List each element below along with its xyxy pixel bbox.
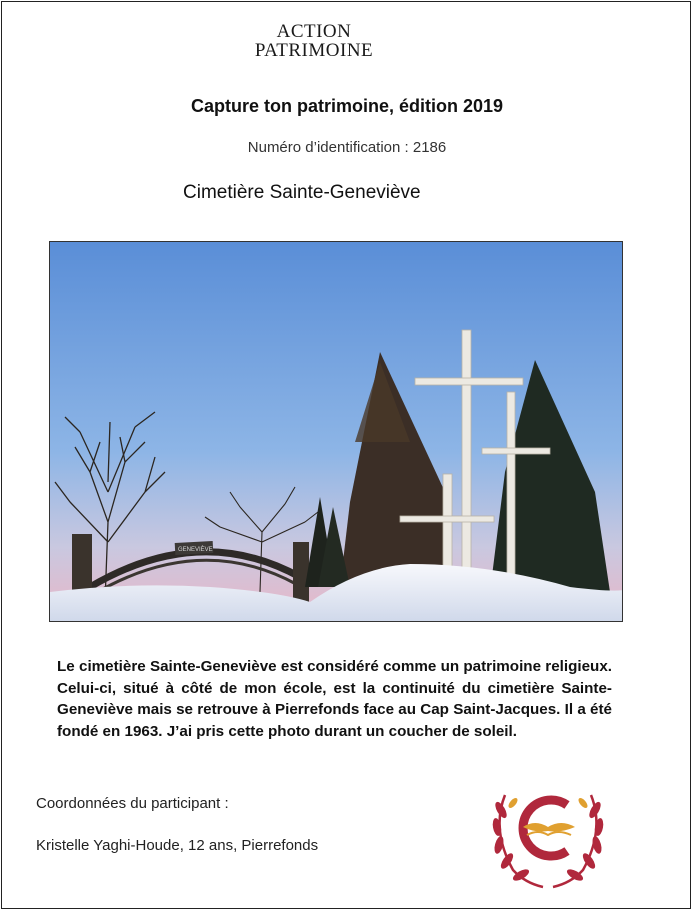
action-patrimoine-logo [244, 22, 384, 60]
laurel-c-emblem [483, 775, 613, 895]
participant-details: Kristelle Yaghi-Houde, 12 ans, Pierrefonds [36, 837, 319, 854]
right-cross-post [507, 392, 515, 587]
c-monogram-icon [523, 800, 575, 856]
logo-line-2: PATRIMOINE [254, 40, 374, 61]
identification-line [0, 139, 694, 156]
photo-description: Le cimetière Sainte-Geneviève est considéré comme un patrimoine religieux. Celui-ci, situé à côté de mon école, est la continuité du cimetière Sainte-Geneviève mais se retrouve à Pierrefonds face au Cap Saint-Jacques. Il a été fondé en 1963. J’ai pris cette photo durant un coucher de soleil. [57, 658, 612, 740]
cemetery-photo-illustration [50, 242, 623, 622]
tall-cross-beam [415, 378, 523, 385]
identification-number: 2186 [412, 139, 447, 156]
participant-label: Coordonnées du participant : [36, 795, 229, 812]
identification-label: Numéro d’identification : [247, 139, 413, 156]
front-cross-beam [400, 516, 494, 522]
place-name: Cimetière Sainte-Geneviève [183, 182, 421, 203]
tall-cross-post [462, 330, 471, 590]
right-cross-beam [482, 448, 550, 454]
logo-line-1: ACTION [276, 21, 352, 42]
arch-sign-text: GENEVIÈVE [178, 547, 213, 553]
contest-title: Capture ton patrimoine, édition 2019 [190, 96, 504, 116]
cemetery-photo [49, 241, 623, 622]
laurel-wreath-icon [491, 795, 604, 887]
